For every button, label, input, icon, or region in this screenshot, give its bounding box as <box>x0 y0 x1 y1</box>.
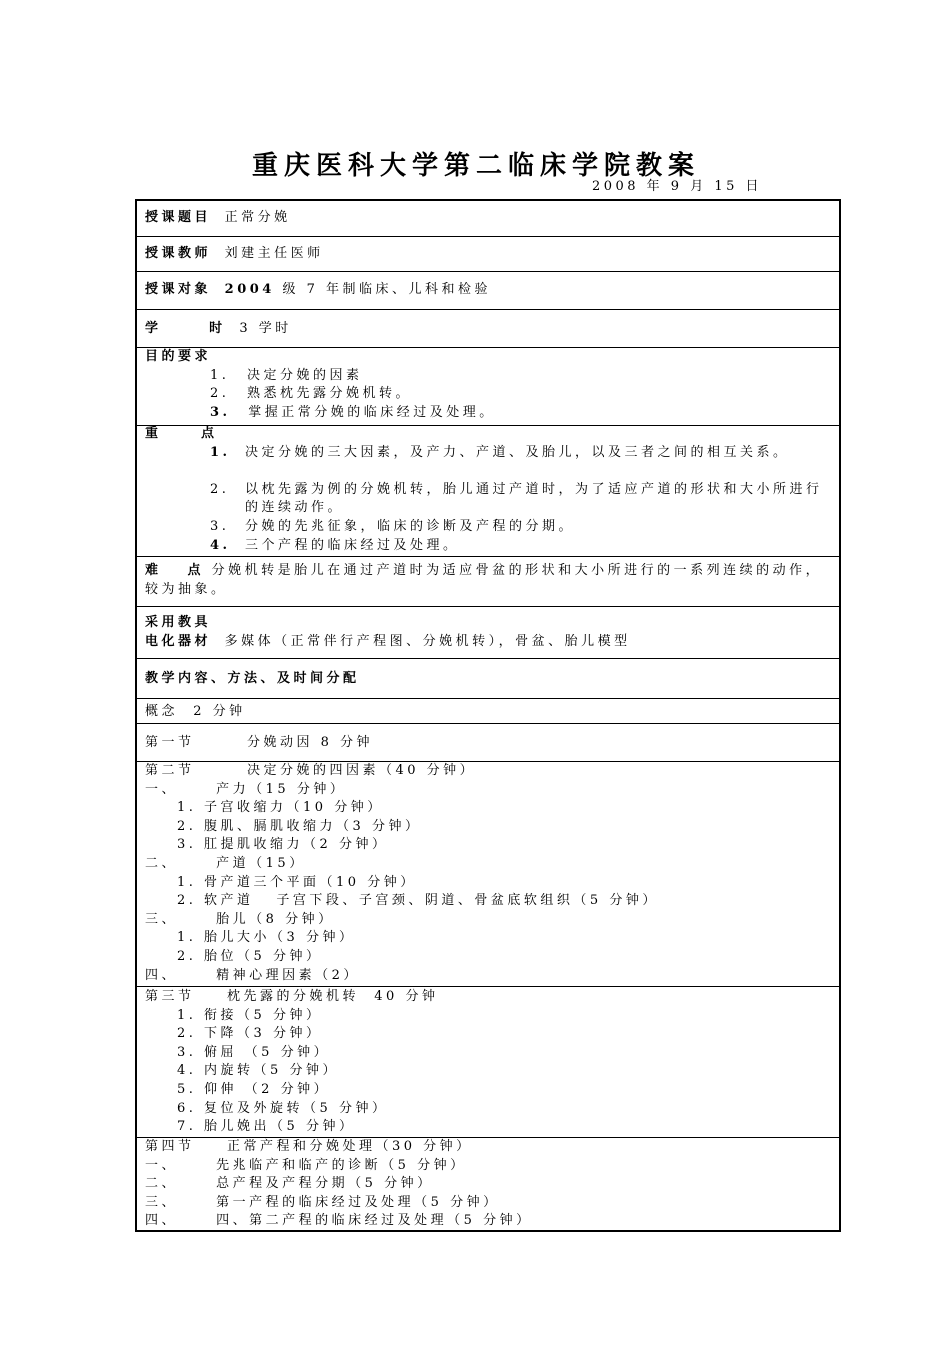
section3-line: 5. 仰伸 （2 分钟） <box>177 1082 331 1097</box>
row-divider <box>135 698 841 699</box>
section2-line: 二、 产道（15） <box>145 856 306 871</box>
aids-value: 多媒体（正常伴行产程图、分娩机转），骨盆、胎儿模型 <box>224 633 631 649</box>
key-points-label-a: 重 <box>145 426 162 441</box>
topic-value: 正常分娩 <box>224 210 291 225</box>
row-divider <box>135 723 841 724</box>
key-point-text: 分娩的先兆征象，临床的诊断及产程的分期。 <box>245 519 576 534</box>
objective-text: 熟悉枕先露分娩机转。 <box>247 386 413 402</box>
difficulty-text: 分娩机转是胎儿在通过产道时为适应骨盆的形状和大小所进行的一系列连续的动作，较为抽象。 <box>145 563 823 597</box>
difficulty-label-a: 难 <box>145 563 162 578</box>
key-points-section <box>135 425 841 555</box>
section4-line: 四、 四、第二产程的临床经过及处理（5 分钟） <box>145 1213 533 1229</box>
hours-label-a: 学 <box>145 321 162 336</box>
section2-line: 1. 子宫收缩力（10 分钟） <box>177 800 384 816</box>
objective-number: 2. <box>210 386 230 402</box>
section4-block <box>135 1138 841 1230</box>
key-point-text: 以枕先露为例的分娩机转，胎儿通过产道时，为了适应产道的形状和大小所进行的连续动作。 <box>245 481 823 516</box>
objectives-label: 目的要求 <box>145 349 212 364</box>
difficulty-section <box>135 562 841 604</box>
document-title: 重庆医科大学第二临床学院教案 <box>251 151 700 181</box>
section1-text: 分娩动因 8 分钟 <box>247 735 374 750</box>
aids-label-2: 电化器材 <box>145 633 212 649</box>
section4-line: 一、 先兆临产和临产的诊断（5 分钟） <box>145 1157 467 1173</box>
audience-label: 授课对象 <box>145 282 212 297</box>
section2-line: 3. 肛提肌收缩力（2 分钟） <box>177 837 389 853</box>
section2-block <box>135 762 841 985</box>
section3-text: 枕先露的分娩机转 40 分钟 <box>227 989 439 1004</box>
teacher-value: 刘建主任医师 <box>224 246 324 261</box>
aids-label-1: 采用教具 <box>145 615 212 630</box>
section2-label: 第二节 <box>145 763 195 778</box>
objectives-section <box>135 348 841 424</box>
section2-line: 2. 软产道 子宫下段、子宫颈、阴道、骨盆底软组织（5 分钟） <box>177 893 659 909</box>
key-point-number: 1. <box>210 444 231 460</box>
section2-line: 三、 胎儿（8 分钟） <box>145 911 335 927</box>
objective-text: 掌握正常分娩的临床经过及处理。 <box>248 404 496 420</box>
section2-line: 1. 胎儿大小（3 分钟） <box>177 930 356 946</box>
section3-block <box>135 988 841 1136</box>
section2-text: 决定分娩的四因素（40 分钟） <box>247 763 477 778</box>
section2-line: 1. 骨产道三个平面（10 分钟） <box>177 874 417 890</box>
key-point-number: 3. <box>210 519 230 534</box>
difficulty-paragraph <box>145 562 831 599</box>
section3-line: 4. 内旋转（5 分钟） <box>177 1063 339 1079</box>
key-point-number: 4. <box>210 537 231 553</box>
topic-label: 授课题目 <box>145 210 212 225</box>
difficulty-label-b: 点 <box>187 563 205 578</box>
audience-value: 级 7 年制临床、儿科和检验 <box>282 282 492 297</box>
section1-label: 第一节 <box>145 735 195 750</box>
section2-line: 四、 精神心理因素（2） <box>145 967 360 983</box>
section4-label: 第四节 <box>145 1139 195 1154</box>
section3-line: 3. 俯屈 （5 分钟） <box>177 1044 331 1060</box>
content-header: 教学内容、方法、及时间分配 <box>145 671 360 686</box>
section4-text: 正常产程和分娩处理（30 分钟） <box>227 1139 473 1154</box>
objective-item <box>210 404 496 423</box>
objective-text: 决定分娩的因素 <box>247 367 363 383</box>
row-divider <box>135 236 841 237</box>
document-date: 2008 年 9 月 15 日 <box>591 179 762 194</box>
objective-item <box>210 385 412 404</box>
row-divider <box>135 658 841 659</box>
aids-line <box>145 633 631 652</box>
row-divider <box>135 606 841 607</box>
hours-label-b: 时 <box>209 321 226 336</box>
section3-label: 第三节 <box>145 989 195 1004</box>
teacher-label: 授课教师 <box>145 246 212 261</box>
objective-number: 3. <box>210 404 231 420</box>
key-point-number: 2. <box>210 481 230 497</box>
audience-year: 2004 <box>224 282 275 297</box>
key-points-label-b: 点 <box>201 426 218 441</box>
section3-line: 2. 下降（3 分钟） <box>177 1026 323 1042</box>
row-divider <box>135 309 841 310</box>
row-divider <box>135 556 841 557</box>
row-divider <box>135 986 841 987</box>
key-point-text: 三个产程的临床经过及处理。 <box>245 537 460 553</box>
section2-line: 一、 产力（15 分钟） <box>145 781 347 797</box>
key-point-text: 决定分娩的三大因素，及产力、产道、及胎儿，以及三者之间的相互关系。 <box>245 444 790 460</box>
section3-line: 1. 衔接（5 分钟） <box>177 1007 323 1023</box>
objective-number: 1. <box>210 367 230 383</box>
section3-line: 7. 胎儿娩出（5 分钟） <box>177 1119 356 1135</box>
section4-line: 三、 第一产程的临床经过及处理（5 分钟） <box>145 1194 500 1210</box>
section4-line: 二、 总产程及产程分期（5 分钟） <box>145 1176 434 1192</box>
section2-line: 2. 腹肌、膈肌收缩力（3 分钟） <box>177 818 422 834</box>
section3-line: 6. 复位及外旋转（5 分钟） <box>177 1100 389 1116</box>
objective-item <box>210 367 363 386</box>
row-divider <box>135 271 841 272</box>
hours-value: 3 学时 <box>239 321 292 336</box>
section2-line: 2. 胎位（5 分钟） <box>177 949 323 964</box>
concept-text: 概念 2 分钟 <box>145 704 246 719</box>
aids-section <box>135 614 841 654</box>
